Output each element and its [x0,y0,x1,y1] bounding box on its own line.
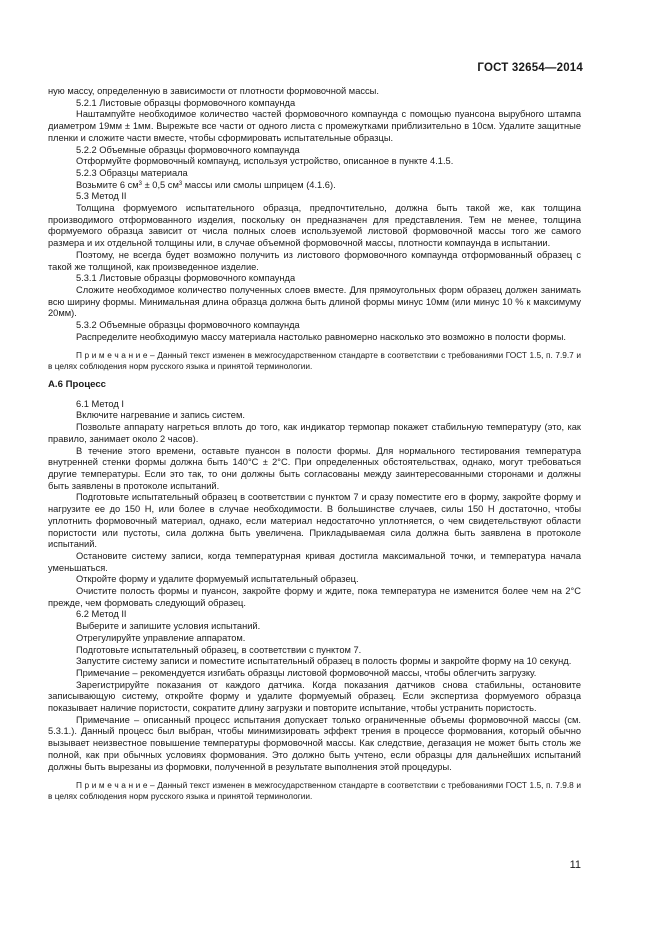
paragraph: Отрегулируйте управление аппаратом. [76,632,246,643]
paragraph: Запустите систему записи и поместите испытательный образец в полость формы и закройте форму на 10 секунд. [76,656,572,667]
note: П р и м е ч а н и е – Данный текст изменен в межгосударственном стандарте в соответствии с требованиями ГОСТ 1.5, п. 7.9.8 и в целях соблюдения норм русского языка и принятой терминологии. [48,780,581,802]
paragraph: ную массу, определенную в зависимости от плотности формовочной массы. [48,86,379,96]
text-fragment: массы или смолы шприцем (4.1.6). [182,179,336,190]
subsection-heading: 5.2.1 Листовые образцы формовочного компаунда [76,97,296,108]
paragraph: Зарегистрируйте показания от каждого датчика. Когда показания датчиков снова стабильны, остановите записывающую систему, откройте форму и удалите формуемый образец. Если экспертиза формуемого образца показывает наличие пористости, сократите длину загрузки и повторите испытание, чтобы устранить пористость. [48,679,581,714]
paragraph: Примечание – рекомендуется изгибать образцы листовой формовочной массы, чтобы облегчить загрузку. [76,667,537,678]
section-heading: А.6 Процесс [48,379,106,391]
paragraph: Поэтому, не всегда будет возможно получить из листового формовочного компаунда отформованный образец с такой же толщиной, как произведенное изделие. [48,249,581,272]
paragraph: Выберите и запишите условия испытаний. [76,621,261,632]
page-number: 11 [569,859,581,871]
document-code: ГОСТ 32654—2014 [477,62,583,74]
paragraph: Позвольте аппарату нагреться вплоть до того, как индикатор термопар покажет стабильную температуру (это, как правило, занимает около 2 часов). [48,422,581,444]
subsection-heading: 5.3 Метод II [76,191,127,202]
paragraph: Отформуйте формовочный компаунд, используя устройство, описанное в пункте 4.1.5. [76,156,454,167]
paragraph: Очистите полость формы и пуансон, закройте форму и ждите, пока температура не изменится более чем на 2°С прежде, чем формовать следующий образец. [48,586,581,608]
subsection-heading: 6.2 Метод II [76,609,127,620]
subsection-heading: 5.3.1 Листовые образцы формовочного компаунда [76,273,296,284]
subsection-heading: 5.2.2 Объемные образцы формовочного компаунда [76,144,300,155]
subsection-heading: 5.3.2 Объемные образцы формовочного компаунда [76,320,300,331]
paragraph: В течение этого времени, оставьте пуансон в полости формы. Для нормального тестирования температура внутренней стенки формы должна быть 140°С ± 2°С. При определенных обстоятельствах, однако, могут требоваться другие температуры. Если это так, то они должны быть согласованы между заинтересованными сторонами и должны быть заявлены в протоколе испытаний. [48,445,581,491]
document-body [48,86,581,808]
paragraph-volume [48,180,581,192]
subsection-heading: 5.2.3 Образцы материала [76,167,188,178]
paragraph: Остановите систему записи, когда температурная кривая достигла максимальной точки, и температура начала уменьшаться. [48,550,581,573]
superscript: 3 [138,180,143,187]
paragraph: Сложите необходимое количество полученных слоев вместе. Для прямоугольных форм образец должен занимать всю ширину формы. Минимальная длина образца должна быть длиной формы минус 10мм (или минус 10 % к максимуму 20мм). [48,284,581,319]
paragraph: Распределите необходимую массу материала настолько равномерно насколько это возможно в полости формы. [76,331,566,342]
paragraph: Включите нагревание и запись систем. [76,410,245,421]
superscript: 3 [178,180,183,187]
paragraph: Подготовьте испытательный образец, в соответствии с пунктом 7. [76,644,362,655]
paragraph: Толщина формуемого испытательного образца, предпочтительно, должна быть такой же, как толщина производимого отформованного изделия, поскольку он предназначен для представления. Тем не менее, толщина формуемого образца зависит от числа полных слоев используемой листовой формовочной массы того же самого размера и их отдельной толщины или, в случае объемной формовочной массы, плотности компаунда в испытании. [48,203,581,249]
paragraph: Примечание – описанный процесс испытания допускает только ограниченные объемы формовочной массы (см. 5.3.1.). Данный процесс был выбран, чтобы минимизировать эффект трения в процессе формования, который обычно вызывает неизвестное повышение температуры формовочной массы. Как следствие, дегазация не может быть столь же полной, как при обычных условиях формования. Это должно быть учтено, если образцы для дальнейших испытаний должны быть вырезаны из формовки, полученной в результате выполнения этой процедуры. [48,714,581,772]
paragraph: Откройте форму и удалите формуемый испытательный образец. [76,574,359,585]
text-fragment: ± 0,5 см [142,179,179,190]
note: П р и м е ч а н и е – Данный текст изменен в межгосударственном стандарте в соответствии с требованиями ГОСТ 1.5, п. 7.9.7 и в целях соблюдения норм русского языка и принятой терминологии. [48,350,581,372]
paragraph: Подготовьте испытательный образец в соответствии с пунктом 7 и сразу поместите его в форму, закройте форму и нагрузите ее до 150 Н, или более в случае необходимости. В большинстве случаев, силы 150 Н достаточно, чтобы уплотнить формовочный материал, однако, если материал недостаточно уплотняется, о чем свидетельствуют области пористости или пустоты, сила должна быть увеличена. Прикладываемая сила должна быть заявлена в протоколе испытаний. [48,492,581,550]
text-fragment: Возьмите 6 см [76,179,139,190]
paragraph: Наштампуйте необходимое количество частей формовочного компаунда с помощью пуансона вырубного штампа диаметром 19мм ± 1мм. Вырежьте все части от одного листа с промежутками приблизительно в 10см. Удалите защитные пленки и сложите части вместе, чтобы сформировать испытательные образцы. [48,109,581,143]
subsection-heading: 6.1 Метод I [76,398,124,409]
